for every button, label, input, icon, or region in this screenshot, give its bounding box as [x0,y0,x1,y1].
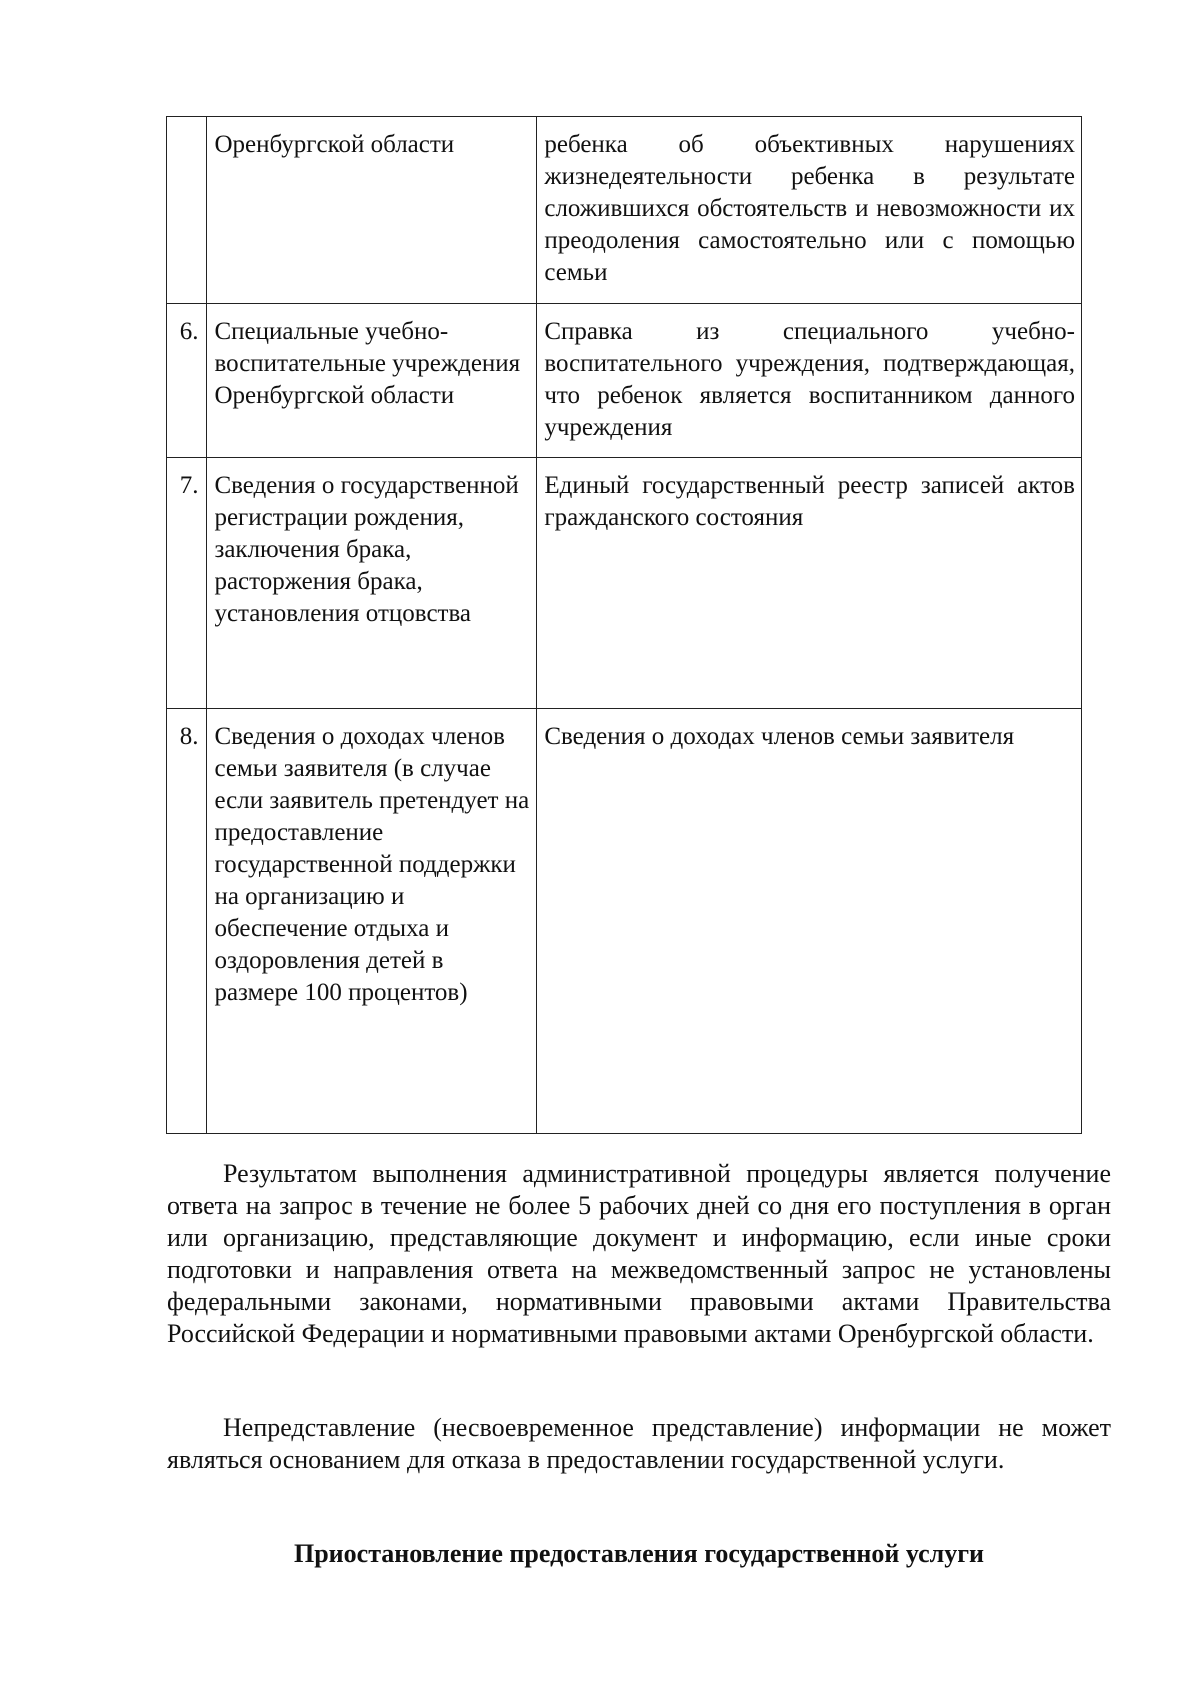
row-source: Сведения о государственной регистрации рождения, заключения брака, расторжения брака, установления отцовства [207,458,537,709]
row-source: Оренбургской области [207,117,537,304]
section-heading: Приостановление предоставления государственной услуги [293,1539,984,1568]
row-number: 7. [167,458,207,709]
table-row [167,304,1082,458]
documents-table [166,116,1082,1134]
row-number [167,117,207,304]
row-source: Сведения о доходах членов семьи заявителя (в случае если заявитель претендует на предоставление государственной поддержки на организацию и обеспечение отдыха и оздоровления детей в размере 100 процентов) [207,709,537,1134]
row-number: 6. [167,304,207,458]
row-document: Сведения о доходах членов семьи заявителя [537,709,1082,1134]
table-row [167,458,1082,709]
row-document: Единый государственный реестр записей актов гражданского состояния [537,458,1082,709]
table-row [167,117,1082,304]
result-paragraph: Результатом выполнения административной процедуры является получение ответа на запрос в течение не более 5 рабочих дней со дня его поступления в орган или организацию, представляющие документ и информацию, если иные сроки подготовки и направления ответа на межведомственный запрос не установлены федеральными законами, нормативными правовыми актами Правительства Российской Федерации и нормативными правовыми актами Оренбургской области. [167,1159,1111,1348]
table-row [167,709,1082,1134]
row-number: 8. [167,709,207,1134]
row-document: ребенка об объективных нарушениях жизнедеятельности ребенка в результате сложившихся обстоятельств и невозможности их преодоления самостоятельно или с помощью семьи [537,117,1082,304]
row-document: Справка из специального учебно-воспитательного учреждения, подтверждающая, что ребенок является воспитанником данного учреждения [537,304,1082,458]
non-submission-paragraph: Непредставление (несвоевременное представление) информации не может являться основанием для отказа в предоставлении государственной услуги. [167,1413,1111,1474]
row-source: Специальные учебно-воспитательные учреждения Оренбургской области [207,304,537,458]
